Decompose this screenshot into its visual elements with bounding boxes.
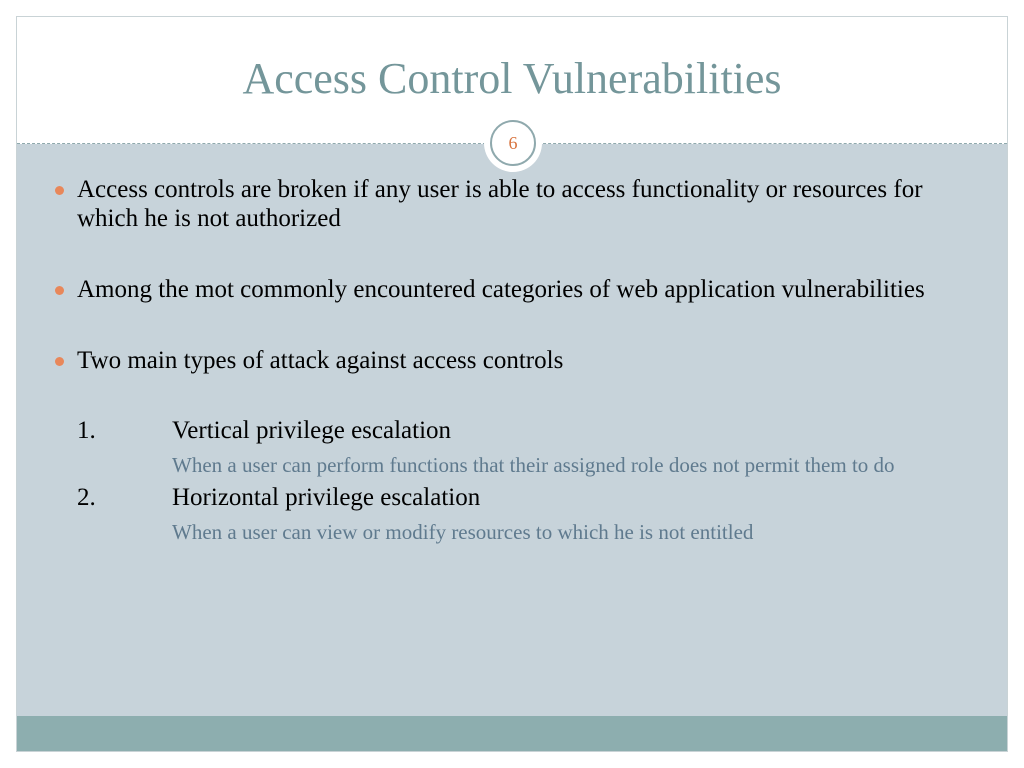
page-number-badge (484, 114, 542, 172)
numbered-detail: When a user can view or modify resources to which he is not entitled (172, 520, 754, 544)
bullet-text: Access controls are broken if any user is able to access functionality or resources for which he is not authorized (77, 176, 923, 232)
slide (16, 16, 1008, 752)
bullet-text: Among the mot commonly encountered categories of web application vulnerabilities (77, 276, 925, 303)
page-number: 6 (490, 120, 536, 166)
numbered-heading: Vertical privilege escalation (172, 417, 452, 444)
numbered-heading: Horizontal privilege escalation (172, 484, 481, 511)
slide-title: Access Control Vulnerabilities (242, 54, 782, 103)
numbered-item (77, 416, 973, 445)
slide-content (53, 175, 973, 550)
bullet-item (53, 175, 973, 233)
numbered-marker: 1. (77, 417, 96, 444)
numbered-detail: When a user can perform functions that their assigned role does not permit them to do (172, 453, 895, 477)
bullet-dot-icon (55, 186, 64, 195)
footer-band (17, 716, 1007, 751)
bullet-dot-icon (55, 357, 64, 366)
bullet-item (53, 275, 973, 304)
numbered-marker: 2. (77, 484, 96, 511)
numbered-item (77, 483, 973, 512)
bullet-dot-icon (55, 286, 64, 295)
bullet-item (53, 346, 973, 375)
bullet-text: Two main types of attack against access controls (77, 347, 564, 374)
